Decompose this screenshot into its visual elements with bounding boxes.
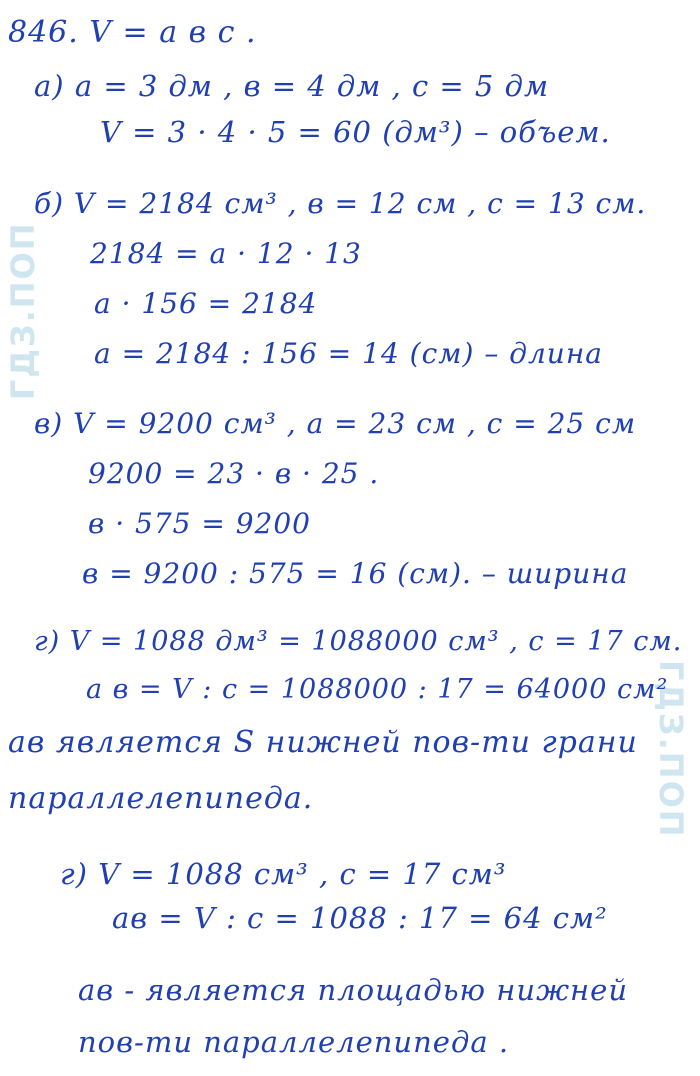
part-g2-note-2: пов-ти параллелепипеда . — [78, 1025, 510, 1059]
part-v-answer: в = 9200 : 575 = 16 (см). – ширина — [82, 557, 629, 590]
part-g2-calculation: aв = V : c = 1088 : 17 = 64 см² — [112, 901, 608, 935]
part-g-note-1: aв является S нижней пов-ти грани — [8, 725, 638, 760]
part-a-given: а) a = 3 дм , в = 4 дм , c = 5 дм — [34, 69, 550, 103]
part-v-given: в) V = 9200 см³ , a = 23 см , c = 25 см — [34, 407, 637, 440]
part-g2-note-1: aв - является площадью нижней — [78, 973, 628, 1007]
watermark-left: ГДЗ.ПОП — [4, 221, 42, 400]
part-a-volume: V = 3 · 4 · 5 = 60 (дм³) – объем. — [100, 115, 611, 149]
part-b-given: б) V = 2184 см³ , в = 12 см , c = 13 см. — [34, 187, 647, 220]
part-b-equation: 2184 = a · 12 · 13 — [90, 237, 362, 270]
part-b-step: a · 156 = 2184 — [94, 287, 318, 320]
part-g-given: г) V = 1088 дм³ = 1088000 см³ , c = 17 см. — [34, 626, 683, 657]
part-g2-given: г) V = 1088 см³ , c = 17 см³ — [60, 857, 507, 891]
part-v-equation: 9200 = 23 · в · 25 . — [88, 457, 380, 490]
part-g-calculation: a в = V : c = 1088000 : 17 = 64000 см² — [86, 674, 669, 705]
part-g-note-2: параллелепипеда. — [8, 781, 314, 816]
part-v-step: в · 575 = 9200 — [88, 507, 311, 540]
watermark-right: ГДЗ.ПОП — [652, 660, 690, 839]
problem-header: 846. V = a в c . — [8, 15, 257, 50]
part-b-answer: a = 2184 : 156 = 14 (см) – длина — [94, 337, 603, 370]
